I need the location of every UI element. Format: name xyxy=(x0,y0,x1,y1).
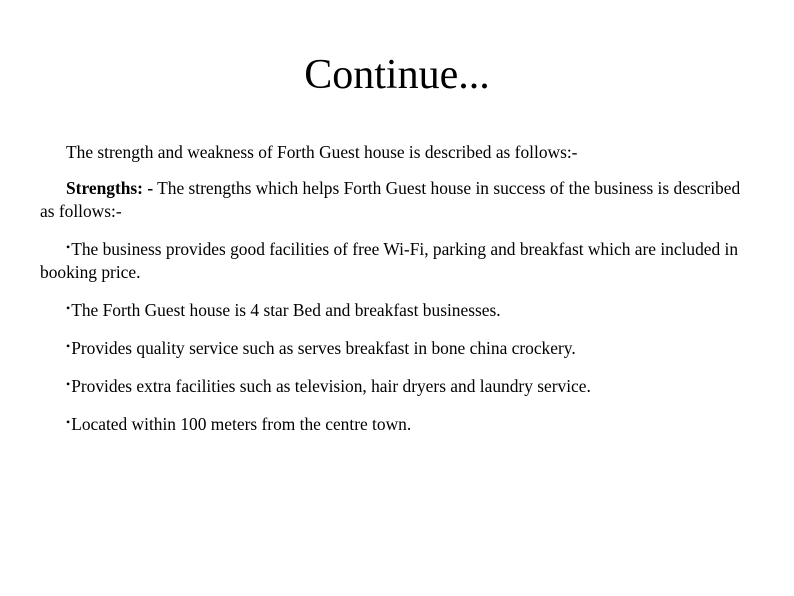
bullet-item xyxy=(40,373,756,398)
intro-paragraph: The strength and weakness of Forth Guest house is described as follows:- xyxy=(66,142,578,162)
bullet-item xyxy=(40,335,756,360)
bullet-icon: • xyxy=(66,377,71,391)
bullet-icon: • xyxy=(66,240,71,254)
slide-title: Continue... xyxy=(304,52,490,98)
bullet-text: Located within 100 meters from the centre town. xyxy=(71,414,412,434)
slide-body xyxy=(40,141,756,449)
bullet-item xyxy=(40,236,756,284)
bullet-icon: • xyxy=(66,415,71,429)
bullet-text: The Forth Guest house is 4 star Bed and breakfast businesses. xyxy=(71,300,501,320)
bullet-icon: • xyxy=(66,301,71,315)
bullet-text: Provides quality service such as serves breakfast in bone china crockery. xyxy=(71,338,576,358)
bullet-item xyxy=(40,411,756,436)
strengths-paragraph xyxy=(40,177,756,223)
strengths-text: The strengths which helps Forth Guest house in success of the business is described as follows:- xyxy=(40,178,741,221)
bullet-item xyxy=(40,297,756,322)
bullet-text: The business provides good facilities of free Wi-Fi, parking and breakfast which are included in booking price. xyxy=(40,239,739,282)
strengths-label: Strengths: - xyxy=(66,178,154,198)
bullet-text: Provides extra facilities such as television, hair dryers and laundry service. xyxy=(71,376,591,396)
bullet-icon: • xyxy=(66,339,71,353)
